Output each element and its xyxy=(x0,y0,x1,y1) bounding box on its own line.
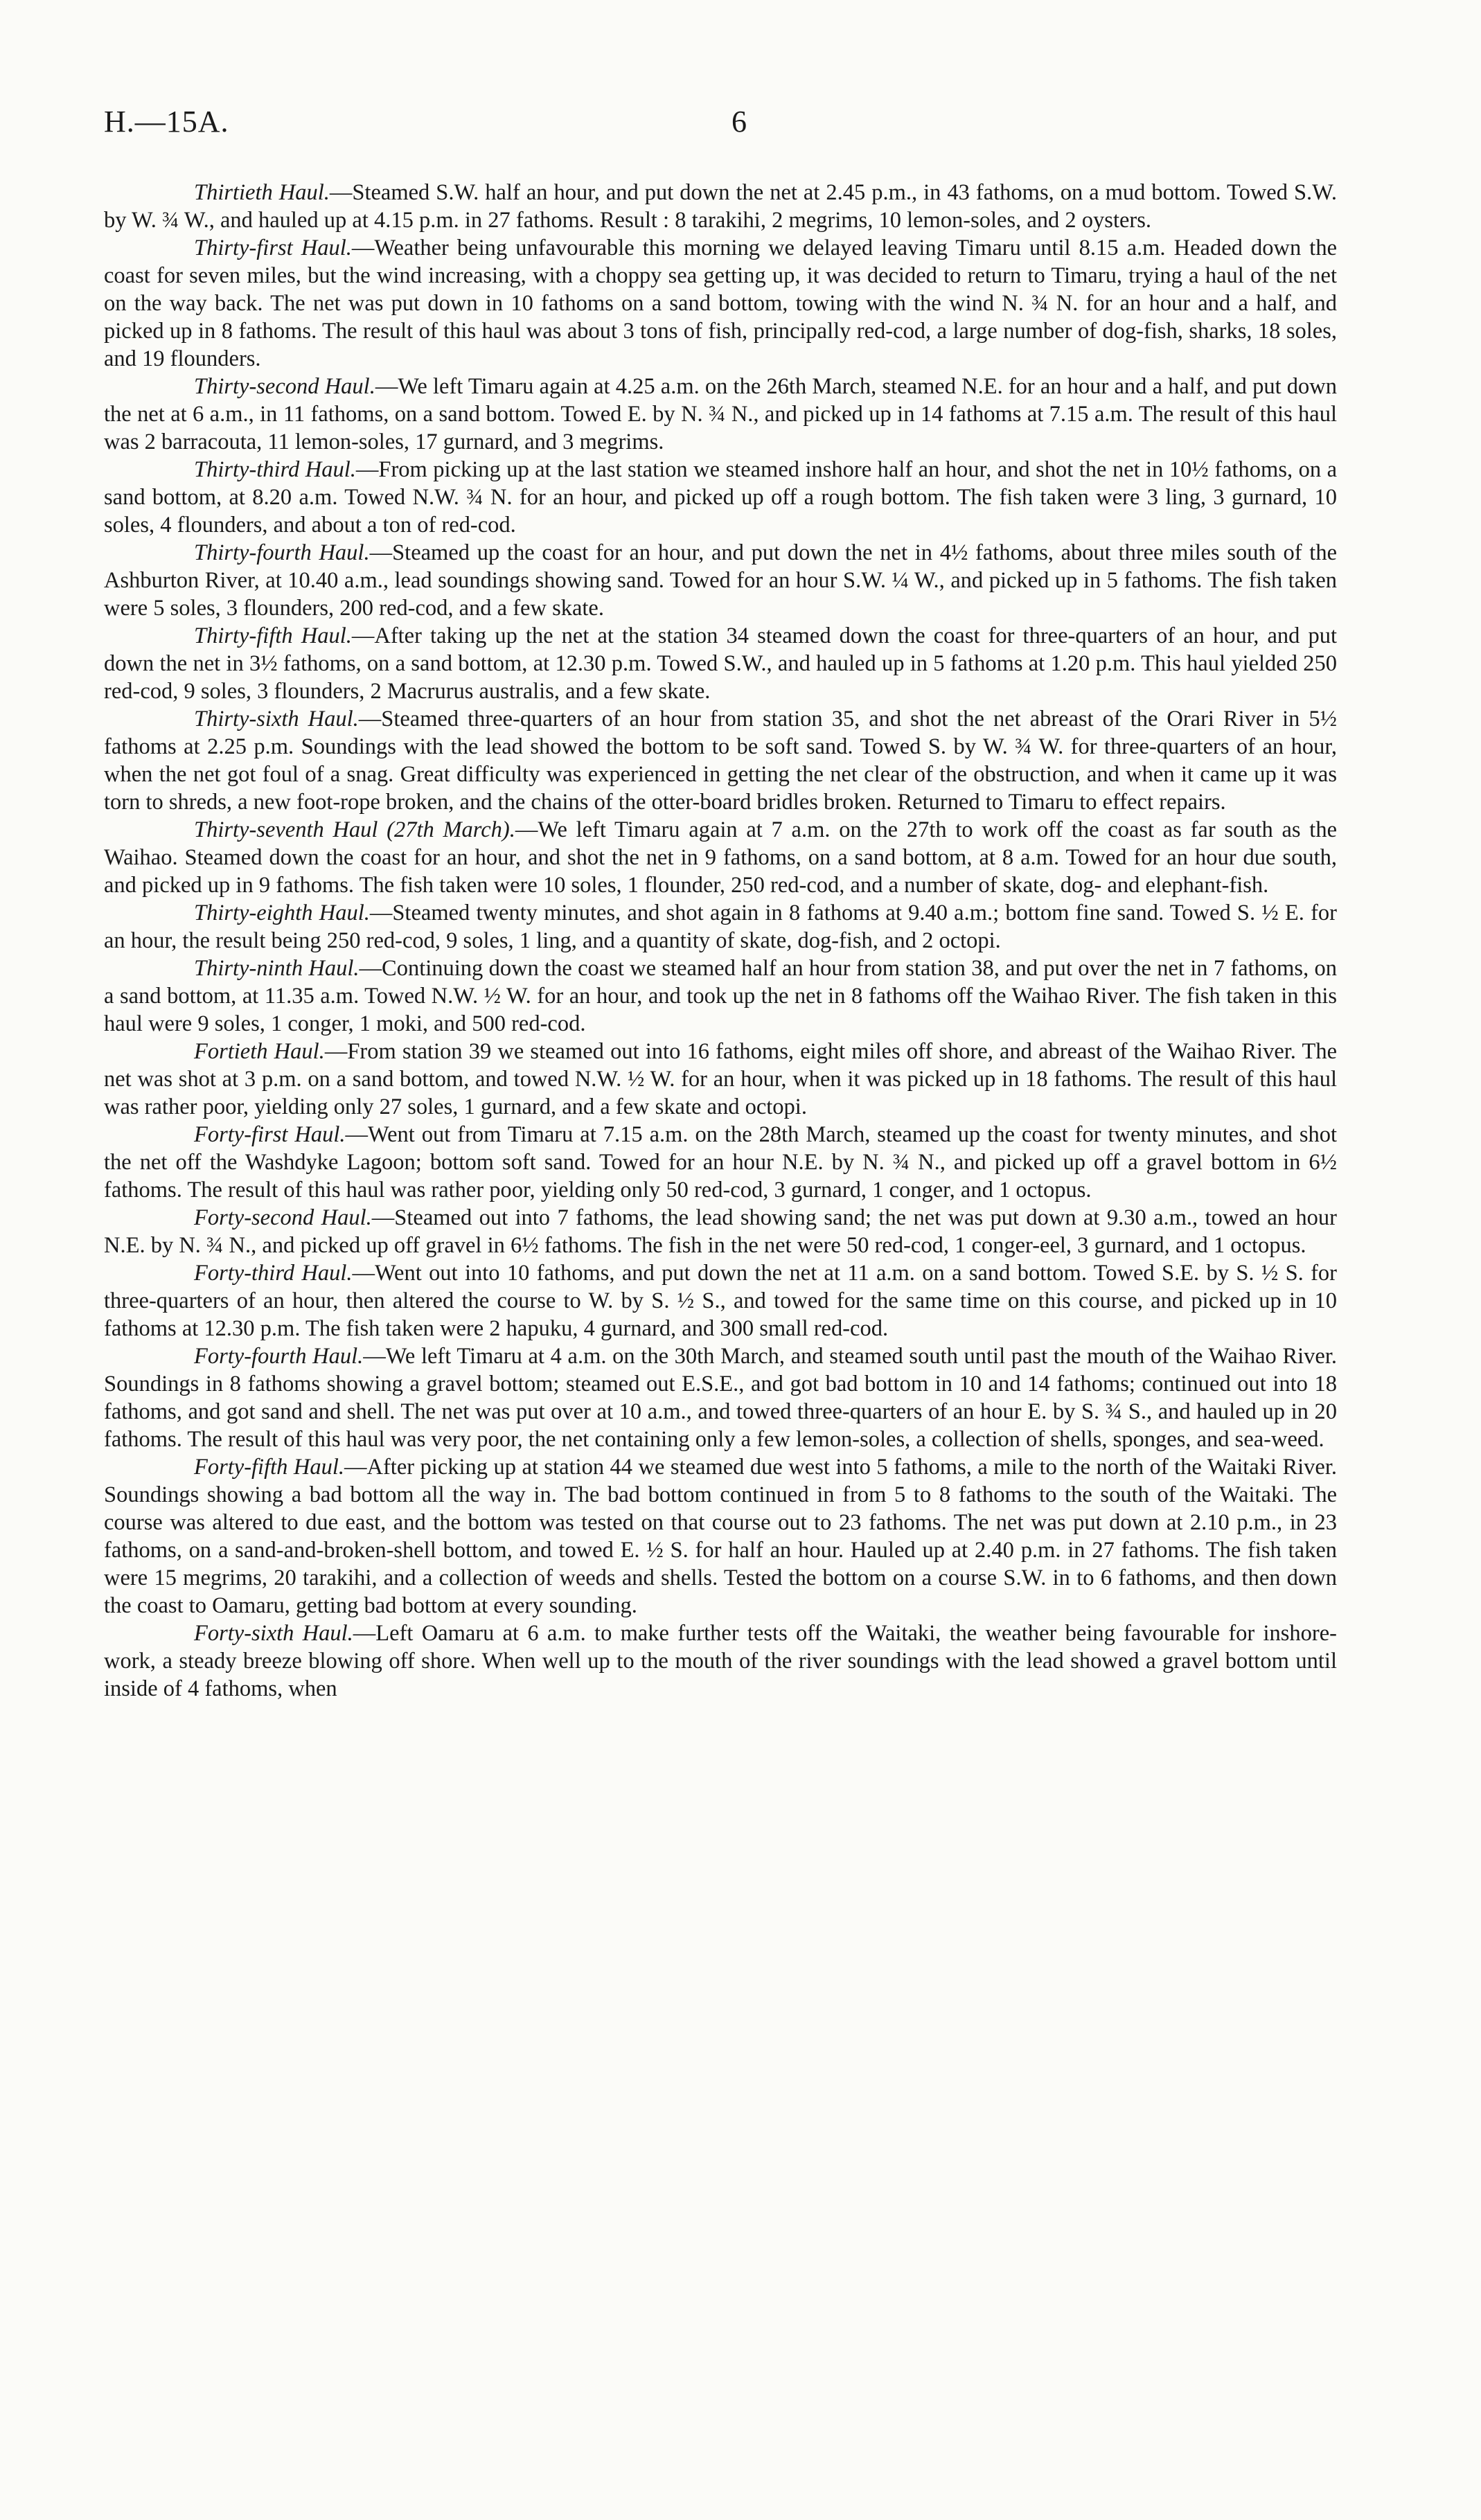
haul-text: —From station 39 we steamed out into 16 fathoms, eight miles off shore, and abreast of the Waihao River. The net was shot at 3 p.m. on a sand bottom, and towed N.W. ½ W. for an hour, when it was picked up in 18 fathoms. The result of this haul was rather poor, yielding only 27 soles, 1 gurnard, and a few skate and octopi. xyxy=(104,1039,1338,1119)
haul-text: —Weather being unfavourable this morning we delayed leaving Timaru until 8.15 a.m. Headed down the coast for seven miles, but the wind increasing, with a choppy sea getting up, it was decided to return to Timaru, trying a haul of the net on the way back. The net was put down in 10 fathoms on a sand bottom, towing with the wind N. ¾ N. for an hour and a half, and picked up in 8 fathoms. The result of this haul was about 3 tons of fish, principally red-cod, a large number of dog-fish, sharks, 18 soles, and 19 flounders. xyxy=(104,236,1337,371)
haul-paragraph-46 xyxy=(104,1620,1337,1703)
haul-paragraph-40 xyxy=(104,1038,1337,1121)
haul-paragraph-32 xyxy=(104,373,1337,456)
haul-paragraph-38 xyxy=(104,899,1337,955)
haul-paragraph-42 xyxy=(104,1204,1337,1259)
haul-title: Thirty-third Haul. xyxy=(194,457,356,482)
haul-paragraph-31 xyxy=(104,234,1337,373)
haul-text: —We left Timaru again at 7 a.m. on the 27th to work off the coast as far south as the Waihao. Steamed down the coast for an hour, and shot the net in 9 fathoms, on a sand bottom, at 8 a.m. Towed for an hour due south, and picked up in 9 fathoms. The fish taken were 10 soles, 1 flounder, 250 red-cod, and a number of skate, dog- and elephant-fish. xyxy=(104,817,1338,898)
haul-paragraph-41 xyxy=(104,1121,1337,1204)
haul-paragraph-30 xyxy=(104,179,1337,234)
haul-paragraph-33 xyxy=(104,456,1337,539)
haul-title: Thirty-ninth Haul. xyxy=(194,956,360,981)
haul-text: —After picking up at station 44 we steamed due west into 5 fathoms, a mile to the north of the Waitaki River. Soundings showing a bad bottom all the way in. The bad bottom continued in from 5 to 8 fathoms to the south of the Waitaki. The course was altered to due east, and the bottom was tested on that course out to 23 fathoms. The net was put down at 2.10 p.m., in 23 fathoms, on a sand-and-broken-shell bottom, and towed E. ½ S. for half an hour. Hauled up at 2.40 p.m. in 27 fathoms. The fish taken were 15 megrims, 20 tarakihi, and a collection of weeds and shells. Tested the bottom on a course S.W. in to 6 fathoms, and then down the coast to Oamaru, getting bad bottom at every sounding. xyxy=(104,1455,1337,1618)
haul-title: Forty-first Haul. xyxy=(194,1122,346,1147)
haul-text: —Went out into 10 fathoms, and put down the net at 11 a.m. on a sand bottom. Towed S.E. by S. ½ S. for three-quarters of an hour, then altered the course to W. by S. ½ S., and towed for the same time on this course, and picked up in 10 fathoms at 12.30 p.m. The fish taken were 2 hapuku, 4 gurnard, and 300 small red-cod. xyxy=(104,1261,1337,1341)
document-reference: H.—15A. xyxy=(104,105,229,139)
haul-text: —We left Timaru at 4 a.m. on the 30th March, and steamed south until past the mouth of the Waihao River. Soundings in 8 fathoms showing a gravel bottom; steamed out E.S.E., and got bad bottom in 10 and 14 fathoms; continued out into 18 fathoms, and got sand and shell. The net was put over at 10 a.m., and towed three-quarters of an hour E. by S. ¾ S., and hauled up in 20 fathoms. The result of this haul was very poor, the net containing only a few lemon-soles, a collection of shells, sponges, and sea-weed. xyxy=(104,1344,1338,1452)
page-header xyxy=(104,104,1337,152)
haul-paragraph-39 xyxy=(104,955,1337,1038)
haul-title: Forty-fourth Haul. xyxy=(194,1344,364,1369)
haul-text: —From picking up at the last station we steamed inshore half an hour, and shot the net in 10½ fathoms, on a sand bottom, at 8.20 a.m. Towed N.W. ¾ N. for an hour, and picked up off a rough bottom. The fish taken were 3 ling, 3 gurnard, 10 soles, 4 flounders, and about a ton of red-cod. xyxy=(104,457,1337,538)
haul-title: Thirtieth Haul. xyxy=(194,180,330,205)
haul-text: —Steamed twenty minutes, and shot again in 8 fathoms at 9.40 a.m.; bottom fine sand. Towed S. ½ E. for an hour, the result being 250 red-cod, 9 soles, 1 ling, and a quantity of skate, dog-fish, and 2 octopi. xyxy=(104,900,1337,953)
haul-text: —Steamed S.W. half an hour, and put down the net at 2.45 p.m., in 43 fathoms, on a mud bottom. Towed S.W. by W. ¾ W., and hauled up at 4.15 p.m. in 27 fathoms. Result : 8 tarakihi, 2 megrims, 10 lemon-soles, and 2 oysters. xyxy=(104,180,1337,233)
haul-title: Forty-fifth Haul. xyxy=(194,1455,344,1480)
haul-text: —Went out from Timaru at 7.15 a.m. on the 28th March, steamed up the coast for twenty minutes, and shot the net off the Washdyke Lagoon; bottom soft sand. Towed for an hour N.E. by N. ¾ N., and picked up off a gravel bottom in 6½ fathoms. The result of this haul was rather poor, yielding only 50 red-cod, 3 gurnard, 1 conger, and 1 octopus. xyxy=(104,1122,1337,1203)
haul-title: Thirty-eighth Haul. xyxy=(194,900,370,925)
haul-title: Forty-second Haul. xyxy=(194,1205,372,1230)
haul-paragraph-43 xyxy=(104,1259,1337,1342)
haul-title: Forty-sixth Haul. xyxy=(194,1621,353,1646)
haul-text: —After taking up the net at the station 34 steamed down the coast for three-quarters of an hour, and put down the net in 3½ fathoms, on a sand bottom, at 12.30 p.m. Towed S.W., and hauled up in 5 fathoms at 1.20 p.m. This haul yielded 250 red-cod, 9 soles, 3 flounders, 2 Macrurus australis, and a few skate. xyxy=(104,623,1337,704)
haul-title: Thirty-fourth Haul. xyxy=(194,540,370,565)
haul-paragraph-36 xyxy=(104,705,1337,816)
haul-title: Thirty-second Haul. xyxy=(194,374,375,399)
haul-paragraph-35 xyxy=(104,622,1337,705)
haul-title: Thirty-seventh Haul (27th March). xyxy=(194,817,515,842)
document-body xyxy=(104,179,1337,1703)
haul-title: Thirty-fifth Haul. xyxy=(194,623,352,648)
haul-paragraph-37 xyxy=(104,816,1337,899)
haul-text: —We left Timaru again at 4.25 a.m. on the 26th March, steamed N.E. for an hour and a half, and put down the net at 6 a.m., in 11 fathoms, on a sand bottom. Towed E. by N. ¾ N., and picked up in 14 fathoms at 7.15 a.m. The result of this haul was 2 barracouta, 11 lemon-soles, 17 gurnard, and 3 megrims. xyxy=(104,374,1338,454)
haul-paragraph-45 xyxy=(104,1453,1337,1620)
haul-text: —Steamed out into 7 fathoms, the lead showing sand; the net was put down at 9.30 a.m., towed an hour N.E. by N. ¾ N., and picked up off gravel in 6½ fathoms. The fish in the net were 50 red-cod, 1 conger-eel, 3 gurnard, and 1 octopus. xyxy=(104,1205,1338,1258)
haul-title: Thirty-first Haul. xyxy=(194,236,352,260)
haul-title: Forty-third Haul. xyxy=(194,1261,353,1286)
haul-text: —Continuing down the coast we steamed half an hour from station 38, and put over the net in 7 fathoms, on a sand bottom, at 11.35 a.m. Towed N.W. ½ W. for an hour, and took up the net in 8 fathoms off the Waihao River. The fish taken in this haul were 9 soles, 1 conger, 1 moki, and 500 red-cod. xyxy=(104,956,1337,1036)
haul-title: Fortieth Haul. xyxy=(194,1039,325,1064)
page-number: 6 xyxy=(731,105,747,139)
haul-paragraph-34 xyxy=(104,539,1337,622)
haul-text: —Steamed up the coast for an hour, and put down the net in 4½ fathoms, about three miles south of the Ashburton River, at 10.40 a.m., lead soundings showing sand. Towed for an hour S.W. ¼ W., and picked up in 5 fathoms. The fish taken were 5 soles, 3 flounders, 200 red-cod, and a few skate. xyxy=(104,540,1337,621)
haul-paragraph-44 xyxy=(104,1342,1337,1453)
haul-text: —Left Oamaru at 6 a.m. to make further tests off the Waitaki, the weather being favourable for inshore-work, a steady breeze blowing off shore. When well up to the mouth of the river soundings with the lead showed a gravel bottom until inside of 4 fathoms, when xyxy=(104,1621,1337,1701)
haul-title: Thirty-sixth Haul. xyxy=(194,707,359,731)
haul-text: —Steamed three-quarters of an hour from station 35, and shot the net abreast of the Orari River in 5½ fathoms at 2.25 p.m. Soundings with the lead showed the bottom to be soft sand. Towed S. by W. ¾ W. for three-quarters of an hour, when the net got foul of a snag. Great difficulty was experienced in getting the net clear of the obstruction, and when it came up it was torn to shreds, a new foot-rope broken, and the chains of the otter-board bridles broken. Returned to Timaru to effect repairs. xyxy=(104,707,1337,815)
